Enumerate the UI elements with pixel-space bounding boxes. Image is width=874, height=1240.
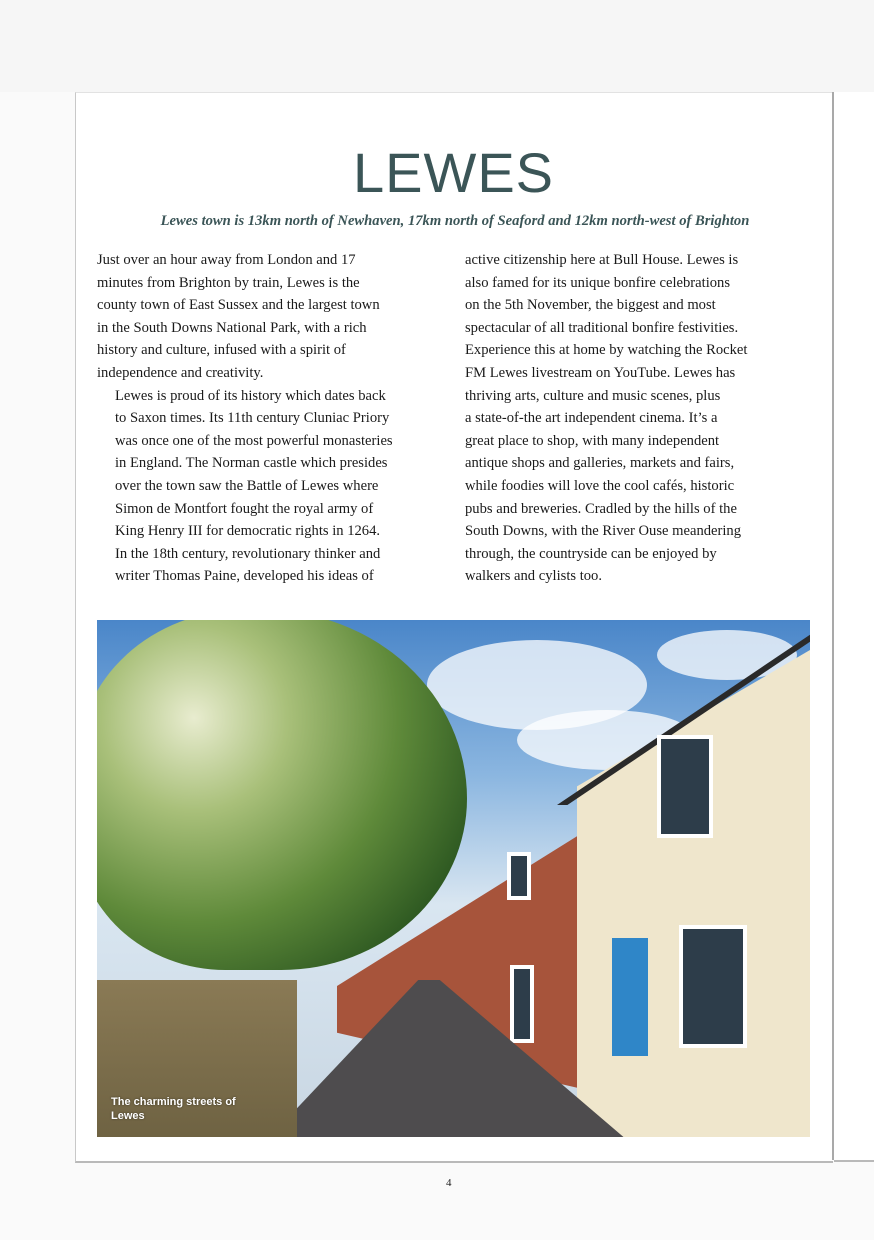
left-column [97, 249, 447, 588]
text-line: Simon de Montfort fought the royal army of [115, 500, 374, 517]
page-subtitle: Lewes town is 13km north of Newhaven, 17km north of Seaford and 12km north-west of Brighton [160, 213, 750, 229]
text-line: county town of East Sussex and the largest town [97, 297, 380, 314]
text-line: over the town saw the Battle of Lewes where [115, 477, 379, 494]
text-line: Experience this at home by watching the Rocket [465, 342, 748, 359]
text-line: writer Thomas Paine, developed his ideas of [115, 568, 374, 585]
text-line: in England. The Norman castle which presides [115, 455, 388, 472]
text-line: walkers and cylists too. [465, 568, 602, 585]
text-line: to Saxon times. Its 11th century Cluniac Priory [115, 410, 390, 427]
text-line: King Henry III for democratic rights in 1264. [115, 523, 381, 540]
text-line: a state-of-the art independent cinema. It’s a [465, 410, 718, 427]
text-line: thriving arts, culture and music scenes, plus [465, 387, 721, 404]
right-column [465, 249, 815, 588]
text-line: while foodies will love the cool cafés, historic [465, 477, 735, 494]
text-line: Lewes is proud of its history which dates back [115, 387, 386, 404]
paragraph [97, 385, 447, 588]
page-title: LEWES [352, 141, 555, 204]
text-line: history and culture, infused with a spirit of [97, 342, 346, 359]
paragraph [465, 249, 815, 588]
page-number: 4 [446, 1177, 452, 1189]
flowering-tree [97, 620, 467, 970]
text-line: Just over an hour away from London and 17 [97, 252, 356, 268]
blue-door [612, 938, 648, 1056]
text-line: active citizenship here at Bull House. Lewes is [465, 252, 739, 268]
next-page-edge [834, 92, 874, 1162]
photo-caption: The charming streets of Lewes [111, 1096, 236, 1122]
text-line: through, the countryside can be enjoyed by [465, 545, 717, 562]
viewer-background [0, 0, 874, 92]
text-line: in the South Downs National Park, with a rich [97, 319, 367, 336]
text-line: on the 5th November, the biggest and most [465, 297, 716, 314]
text-line: great place to shop, with many independent [465, 432, 720, 449]
text-line: spectacular of all traditional bonfire festivities. [465, 319, 739, 336]
text-line: was once one of the most powerful monasteries [115, 432, 393, 449]
text-line: South Downs, with the River Ouse meandering [465, 523, 742, 540]
street-photo [97, 620, 810, 1137]
text-line: independence and creativity. [97, 364, 264, 381]
text-line: minutes from Brighton by train, Lewes is the [97, 274, 360, 291]
text-line: antique shops and galleries, markets and fairs, [465, 455, 735, 472]
text-line: pubs and breweries. Cradled by the hills of the [465, 500, 737, 517]
text-line: In the 18th century, revolutionary thinker and [115, 545, 381, 562]
paragraph [97, 249, 447, 385]
text-line: FM Lewes livestream on YouTube. Lewes has [465, 364, 736, 381]
text-line: also famed for its unique bonfire celebrations [465, 274, 731, 291]
